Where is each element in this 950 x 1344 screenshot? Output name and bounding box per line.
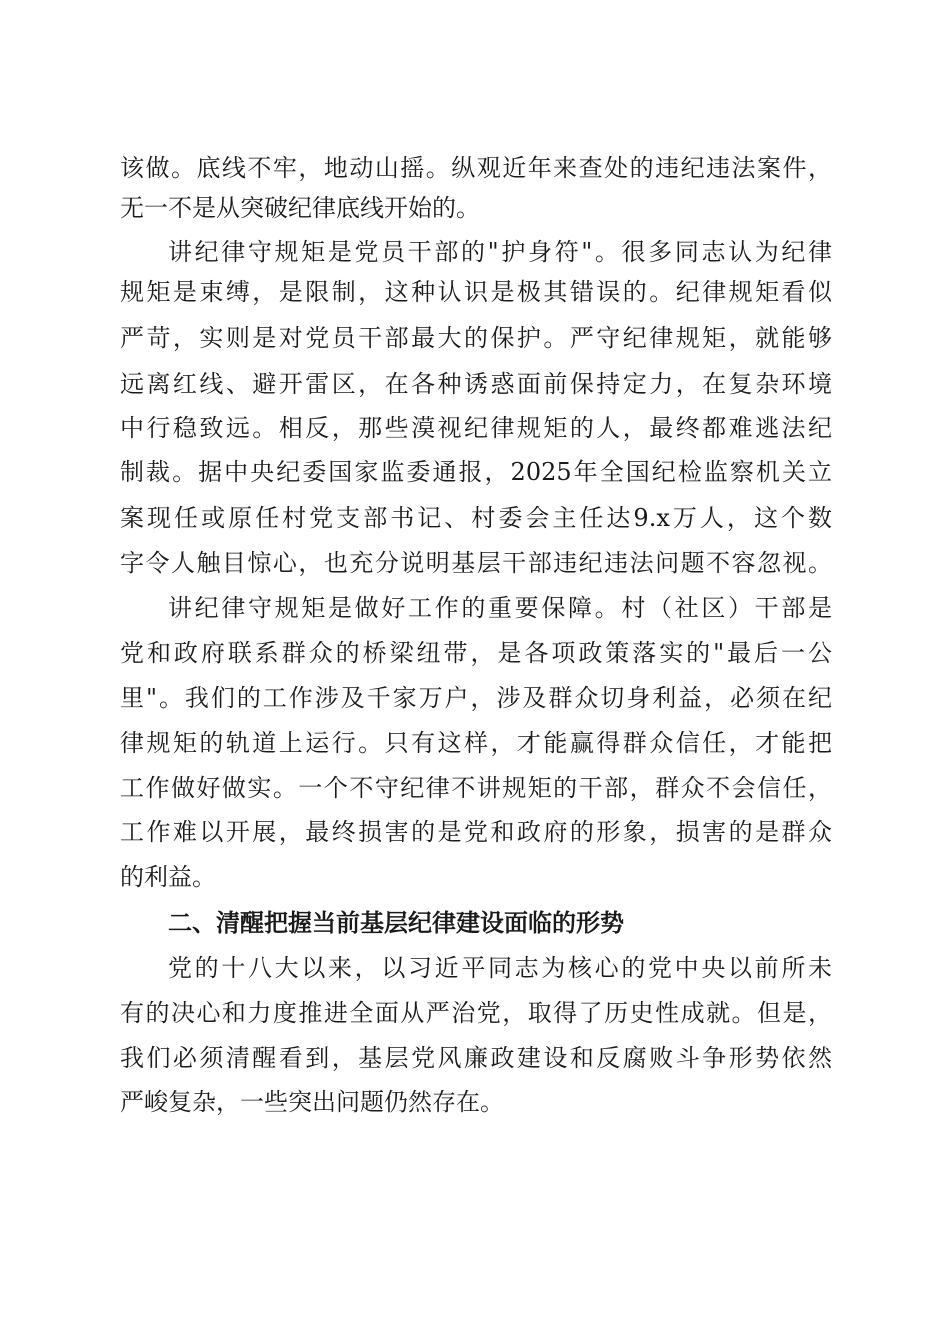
paragraph-line: 远离红线、避开雷区，在各种诱惑面前保持定力，在复杂环境 [120, 370, 832, 398]
paragraph-line: 无一不是从突破纪律底线开始的。 [120, 194, 480, 222]
paragraph-line: 律规矩的轨道上运行。只有这样，才能赢得群众信任，才能把 [120, 729, 832, 757]
paragraph-line: 规矩是束缚，是限制，这种认识是极其错误的。纪律规矩看似 [120, 278, 832, 306]
paragraph-line: 讲纪律守规矩是做好工作的重要保障。村（社区）干部是 [168, 594, 832, 622]
paragraph-line: 的利益。 [120, 863, 216, 891]
paragraph-line: 我们必须清醒看到，基层党风廉政建设和反腐败斗争形势依然 [120, 1044, 832, 1072]
paragraph-line: 制裁。据中央纪委国家监委通报，2025年全国纪检监察机关立 [120, 458, 832, 486]
paragraph-line: 字令人触目惊心，也充分说明基层干部违纪违法问题不容忽视。 [120, 549, 832, 577]
paragraph-line: 有的决心和力度推进全面从严治党，取得了历史性成就。但是， [120, 999, 832, 1027]
paragraph-line: 讲纪律守规矩是党员干部的"护身符"。很多同志认为纪律 [168, 238, 832, 266]
paragraph-line: 该做。底线不牢，地动山摇。纵观近年来查处的违纪违法案件， [120, 154, 832, 182]
paragraph-line: 党的十八大以来，以习近平同志为核心的党中央以前所未 [168, 954, 832, 982]
paragraph-line: 工作难以开展，最终损害的是党和政府的形象，损害的是群众 [120, 818, 832, 846]
paragraph-line: 严苛，实则是对党员干部最大的保护。严守纪律规矩，就能够 [120, 324, 832, 352]
paragraph-line: 案现任或原任村党支部书记、村委会主任达9.x万人，这个数 [120, 504, 832, 532]
paragraph-line: 工作做好做实。一个不守纪律不讲规矩的干部，群众不会信任， [120, 774, 832, 802]
paragraph-line: 严峻复杂，一些突出问题仍然存在。 [120, 1088, 504, 1116]
paragraph-line: 中行稳致远。相反，那些漠视纪律规矩的人，最终都难逃法纪 [120, 414, 832, 442]
paragraph-line: 党和政府联系群众的桥梁纽带，是各项政策落实的"最后一公 [120, 639, 832, 667]
paragraph-line: 里"。我们的工作涉及千家万户，涉及群众切身利益，必须在纪 [120, 684, 832, 712]
section-heading: 二、清醒把握当前基层纪律建设面临的形势 [168, 909, 624, 937]
